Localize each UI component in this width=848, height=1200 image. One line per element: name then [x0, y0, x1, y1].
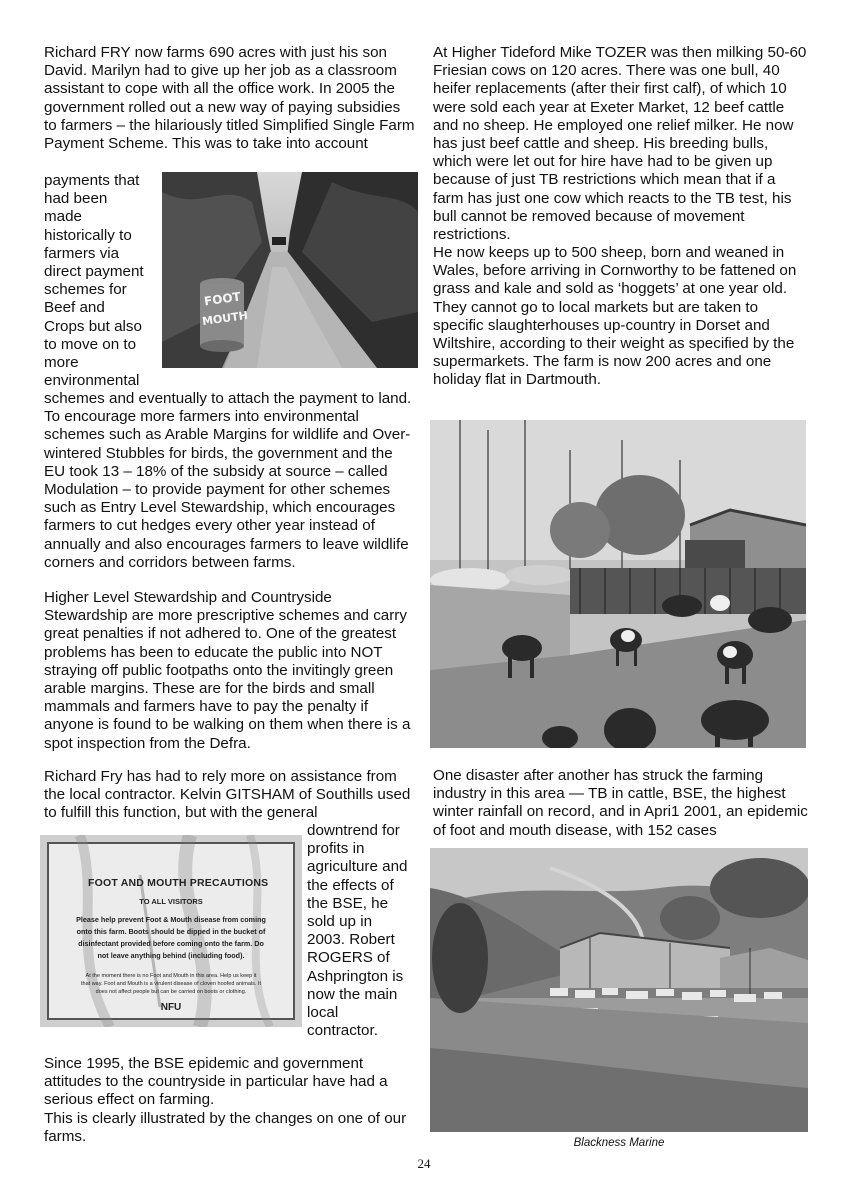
wrap-line: sold up in	[307, 913, 373, 931]
sign-subtitle: TO ALL VISITORS	[139, 897, 203, 906]
nfu-logo: NFU	[160, 1002, 182, 1013]
wrap-line: direct payment	[44, 263, 144, 281]
sign-body-line: onto this farm. Boots should be dipped in the bucket of	[76, 927, 266, 936]
sign-small-line: At the moment there is no Foot and Mouth in this area. Help us keep it	[85, 973, 257, 979]
blackness-marine-photo	[430, 848, 808, 1132]
sign-body-line: Please help prevent Foot & Mouth disease from coming	[76, 915, 266, 924]
wrap-line: Crops but also	[44, 317, 142, 335]
wrap-line: environmental	[44, 372, 140, 390]
wrap-line: profits in	[307, 840, 365, 858]
wrap-line: schemes for	[44, 281, 127, 299]
wrap-line: to move on to	[44, 335, 137, 353]
wrap-line: agriculture and	[307, 858, 408, 876]
wrap-line: ROGERS of	[307, 949, 390, 967]
wrap-line: Ashprington is	[307, 967, 404, 985]
right-paragraph-2: He now keeps up to 500 sheep, born and weaned in Wales, before arriving in Cornworthy to be fattened on grass and kale and sold as ‘hoggets’ at one year old. They cannot go to local markets but are taken to specific slaughterhouses up-country in Dorset and Wiltshire, according to their weight as specified by the supermarkets. The farm is now 200 acres and one holiday flat in Dartmouth.	[433, 244, 797, 389]
wrap-line: local	[307, 1004, 339, 1022]
page-number: 24	[417, 1156, 431, 1171]
foot-and-mouth-sign-photo	[40, 835, 302, 1027]
cattle-yard-photo	[430, 420, 806, 748]
left-paragraph-5: This is clearly illustrated by the changes on one of our farms.	[44, 1110, 407, 1146]
barrel-graffiti-foot: FOOT	[203, 289, 242, 309]
wrap-line: more	[44, 354, 79, 372]
sign-small-line: that way. Foot and Mouth is a virulent disease of cloven hoofed animals. It	[81, 981, 261, 987]
wrap-line: the effects of	[307, 876, 394, 894]
wrap-line: payments that	[44, 172, 140, 189]
wrap-line: historically to	[44, 226, 132, 244]
wrap-line: the BSE, he	[307, 894, 389, 912]
sign-small-line: does not affect people but can be carried on boots or clothing.	[95, 989, 247, 995]
wrap-line: downtrend for	[307, 822, 400, 839]
sign-title: FOOT AND MOUTH PRECAUTIONS	[88, 877, 269, 889]
wrap-line: farmers via	[44, 244, 120, 262]
wrap-line: 2003. Robert	[307, 931, 395, 949]
right-paragraph-3: One disaster after another has struck the farming industry in this area — TB in cattle, BSE, the highest winter rainfall on record, and in Apri1 2001, an epidemic of foot and mouth disease, with 152 cases	[433, 767, 808, 839]
left-paragraph-2: Higher Level Stewardship and Countryside Stewardship are more prescriptive schemes and carry great penalties if not adhered to. One of the greatest problems has been to educate the public into NOT straying off public footpaths onto the invitingly green arable margins. These are for the birds and small mammals and farmers have to pay the penalty if anyone is found to be walking on them when there is a spot inspection from the Defra.	[44, 589, 411, 752]
barrel-graffiti-mouth: MOUTH	[201, 308, 249, 329]
left-paragraph-1-intro: Richard FRY now farms 690 acres with just his son David. Marilyn had to give up her job as a classroom assistant to cope with all the office work. In 2005 the government rolled out a new way of paying subsidies to farmers – the hilariously titled Simplified Single Farm Payment Scheme. This was to take into account	[44, 44, 415, 153]
right-paragraph-1: At Higher Tideford Mike TOZER was then milking 50-60 Friesian cows on 120 acres. There was one bull, 40 heifer replacements (after their first calf), of which 10 were sold each year at Exeter Market, 12 beef cattle and no sheep. He employed one relief milker. He now has just beef cattle and sheep. His breeding bulls, which were let out for hire have had to be given up because of just TB restrictions which mean that if a farm has just one cow which reacts to the TB test, his bull cannot be removed because of movement restrictions.	[433, 44, 807, 244]
cattle-yard-illustration	[430, 420, 806, 748]
wrap-line: had been	[44, 190, 108, 208]
wrap-line: Beef and	[44, 299, 105, 317]
country-lane-photo	[162, 172, 418, 368]
left-paragraph-4: Since 1995, the BSE epidemic and government attitudes to the countryside in particular have had a serious effect on farming.	[44, 1055, 388, 1109]
marina-photo-caption: Blackness Marine	[573, 1137, 665, 1149]
left-paragraph-1-wrapped-lines	[44, 172, 160, 390]
left-paragraph-3-wrapped-lines	[307, 822, 419, 1040]
wrap-line: now the main	[307, 985, 398, 1003]
wrap-line: contractor.	[307, 1022, 378, 1040]
wrap-line: made	[44, 208, 82, 226]
country-lane-illustration	[162, 172, 418, 368]
left-paragraph-1-rest: schemes and eventually to attach the payment to land. To encourage more farmers into environmental schemes such as Arable Margins for wildlife and Over-wintered Stubbles for birds, the government and the EU took 13 – 18% of the subsidy at source – called Modulation – to provide payment for other schemes such as Entry Level Stewardship, which encourages farmers to cut hedges every other year instead of annually and also encourages farmers to leave wildlife corners and corridors between farms.	[44, 390, 412, 571]
left-paragraph-3-intro: Richard Fry has had to rely more on assistance from the local contractor. Kelvin GITSHAM of Southills used to fulfill this function, but with the general	[44, 768, 411, 822]
sign-body-line: not leave anything behind (including food).	[97, 951, 245, 960]
sign-body-line: disinfectant provided before coming onto the farm. Do	[78, 939, 264, 948]
marina-aerial-illustration	[430, 848, 808, 1132]
